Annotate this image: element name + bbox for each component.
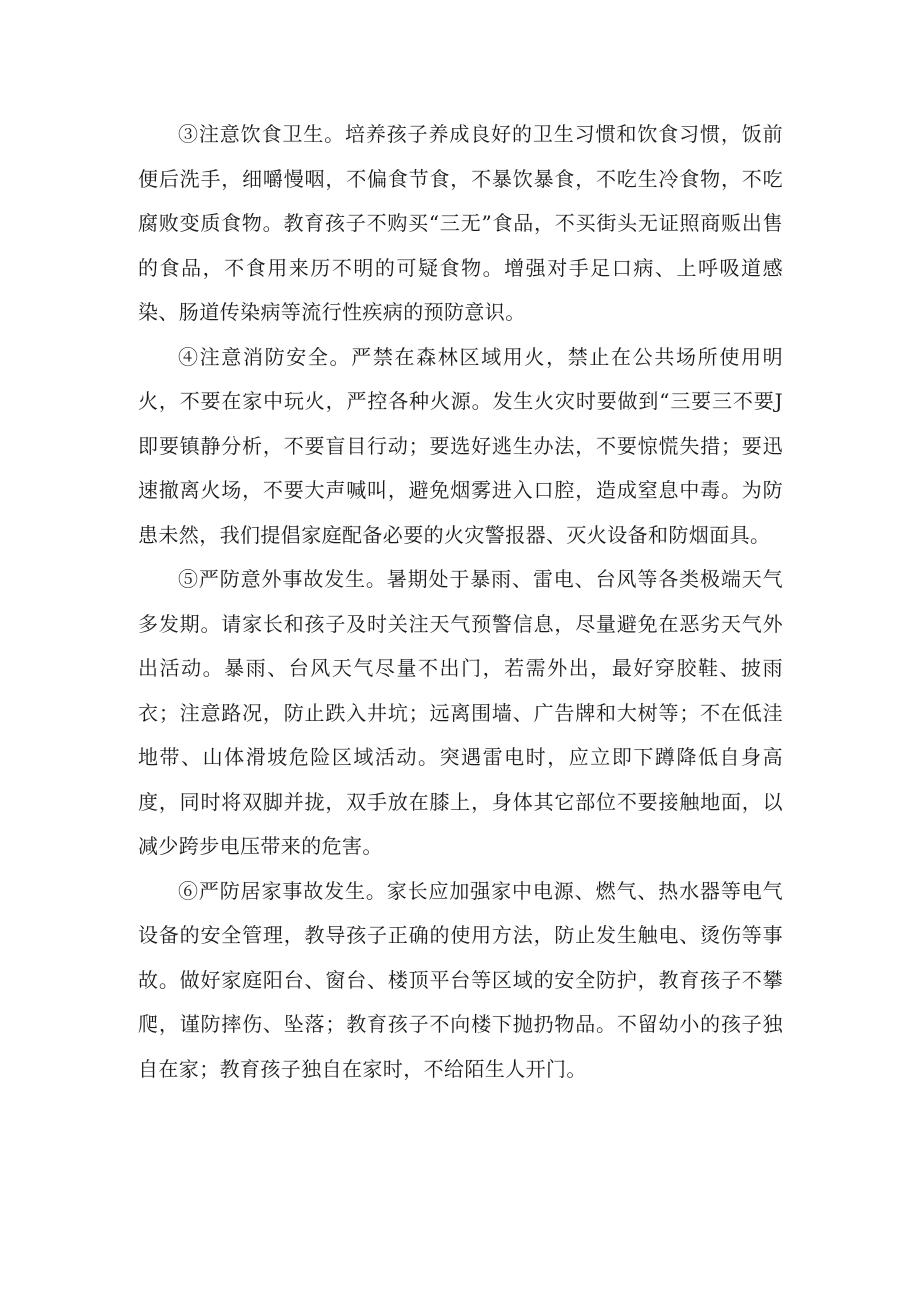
paragraph-home-safety: ⑥严防居家事故发生。家长应加强家中电源、燃气、热水器等电气设备的安全管理，教导孩子正确的使用方法，防止发生触电、烫伤等事故。做好家庭阳台、窗台、楼顶平台等区域的安全防护，教育孩子不攀爬，谨防摔伤、坠落；教育孩子不向楼下抛扔物品。不留幼小的孩子独自在家；教育孩子独自在家时，不给陌生人开门。: [138, 878, 783, 1081]
document-body: [138, 112, 783, 1091]
paragraph-accident-prevention: ⑤严防意外事故发生。暑期处于暴雨、雷电、台风等各类极端天气多发期。请家长和孩子及时关注天气预警信息，尽量避免在恶劣天气外出活动。暴雨、台风天气尽量不出门，若需外出，最好穿胶鞋、披雨衣；注意路况，防止跌入井坑；远离围墙、广告牌和大树等；不在低洼地带、山体滑坡危险区域活动。突遇雷电时，应立即下蹲降低自身高度，同时将双脚并拢，双手放在膝上，身体其它部位不要接触地面，以减少跨步电压带来的危害。: [138, 567, 783, 858]
paragraph-food-hygiene: ③注意饮食卫生。培养孩子养成良好的卫生习惯和饮食习惯，饭前便后洗手，细嚼慢咽，不偏食节食，不暴饮暴食，不吃生冷食物，不吃腐败变质食物。教育孩子不购买“三无”食品，不买街头无证照商贩出售的食品，不食用来历不明的可疑食物。增强对手足口病、上呼吸道感染、肠道传染病等流行性疾病的预防意识。: [138, 122, 783, 324]
paragraph-fire-safety: ④注意消防安全。严禁在森林区域用火，禁止在公共场所使用明火，不要在家中玩火，严控各种火源。发生火灾时要做到“三要三不要J即要镇静分析，不要盲目行动；要选好逃生办法，不要惊慌失措；要迅速撤离火场，不要大声喊叫，避免烟雾进入口腔，造成窒息中毒。为防患未然，我们提倡家庭配备必要的火灾警报器、灭火设备和防烟面具。: [138, 344, 783, 547]
